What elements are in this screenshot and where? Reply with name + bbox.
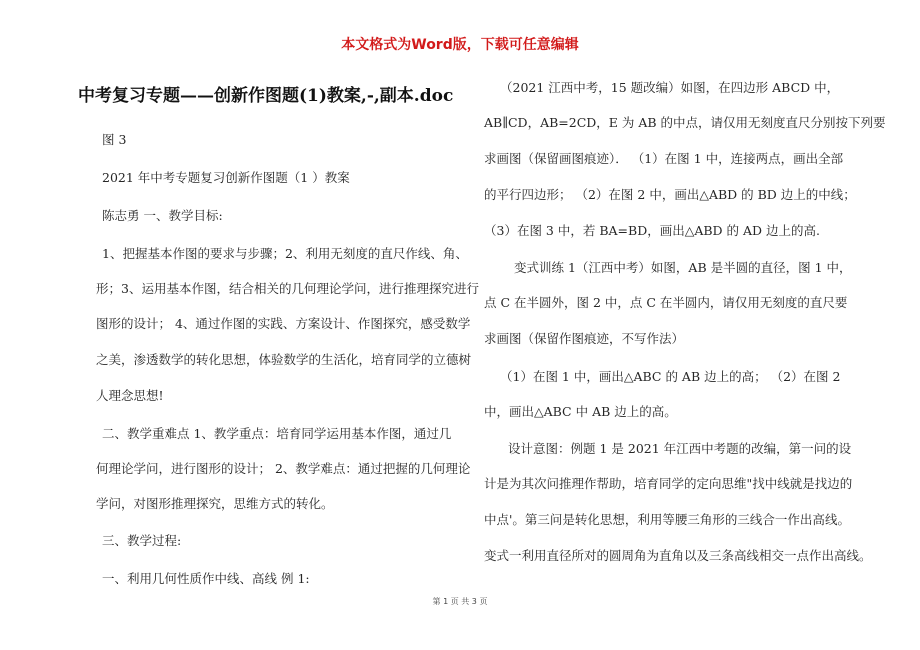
paragraph-line: （1）在图 1 中，画出△ABC 的 AB 边上的高； （2）在图 2 — [500, 369, 841, 384]
paragraph-line: 之美，渗透数学的转化思想，体验数学的生活化，培育同学的立德树 — [96, 352, 472, 367]
paragraph-line: （2021 江西中考，15 题改编）如图，在四边形 ABCD 中， — [500, 80, 840, 95]
paragraph-line: 学问，对图形推理探究，思维方式的转化。 — [96, 496, 334, 511]
paragraph-line: 人理念思想! — [96, 388, 164, 403]
author-objectives: 陈志勇 一、教学目标: — [102, 208, 223, 223]
page-number: 第 1 页 共 3 页 — [432, 597, 488, 606]
paragraph-line: （3）在图 3 中，若 BA=BD，画出△ABD 的 AD 边上的高. — [484, 223, 821, 238]
section-heading: 三、教学过程: — [102, 533, 182, 548]
paragraph-line: 求画图（保留画图痕迹）． （1）在图 1 中，连接两点，画出全部 — [484, 151, 844, 166]
section-heading: 一、利用几何性质作中线、高线 例 1: — [102, 571, 310, 586]
figure-label: 图 3 — [102, 132, 127, 147]
design-intent-heading: 设计意图：例题 1 是 2021 年江西中考题的改编，第一问的设 — [508, 441, 852, 456]
paragraph-line: 的平行四边形； （2）在图 2 中，画出△ABD 的 BD 边上的中线； — [484, 187, 856, 202]
section-heading: 二、教学重难点 1、教学重点：培育同学运用基本作图，通过几 — [102, 426, 452, 441]
download-banner: 本文格式为Word版，下载可任意编辑 — [341, 37, 579, 53]
document-title: 中考复习专题——创新作图题(1)教案,-,副本.doc — [78, 86, 454, 106]
lesson-heading: 2021 年中考专题复习创新作图题（1 ）教案 — [102, 170, 350, 185]
paragraph-line: 中，画出△ABC 中 AB 边上的高。 — [484, 404, 677, 419]
paragraph-line: 图形的设计； 4、通过作图的实践、方案设计、作图探究，感受数学 — [96, 316, 471, 331]
paragraph-line: 中点'。第三问是转化思想，利用等腰三角形的三线合一作出高线。 — [484, 512, 850, 527]
paragraph-line: 点 C 在半圆外，图 2 中，点 C 在半圆内，请仅用无刻度的直尺要 — [484, 295, 848, 310]
paragraph-line: 计是为其次问推理作帮助，培育同学的定向思维"找中线就是找边的 — [484, 476, 853, 491]
paragraph-line: 形；3、运用基本作图，结合相关的几何理论学问，进行推理探究进行 — [96, 281, 479, 296]
paragraph-line: 何理论学问，进行图形的设计； 2、教学难点：通过把握的几何理论 — [96, 461, 471, 476]
paragraph-line: 1、把握基本作图的要求与步骤；2、利用无刻度的直尺作线、角、 — [102, 246, 468, 261]
paragraph-line: 求画图（保留作图痕迹，不写作法） — [484, 331, 685, 346]
paragraph-line: AB∥CD，AB=2CD，E 为 AB 的中点，请仅用无刻度直尺分别按下列要 — [484, 115, 886, 130]
paragraph-line: 变式一利用直径所对的圆周角为直角以及三条高线相交一点作出高线。 — [484, 548, 872, 563]
section-heading: 变式训练 1（江西中考）如图，AB 是半圆的直径，图 1 中， — [514, 260, 852, 275]
